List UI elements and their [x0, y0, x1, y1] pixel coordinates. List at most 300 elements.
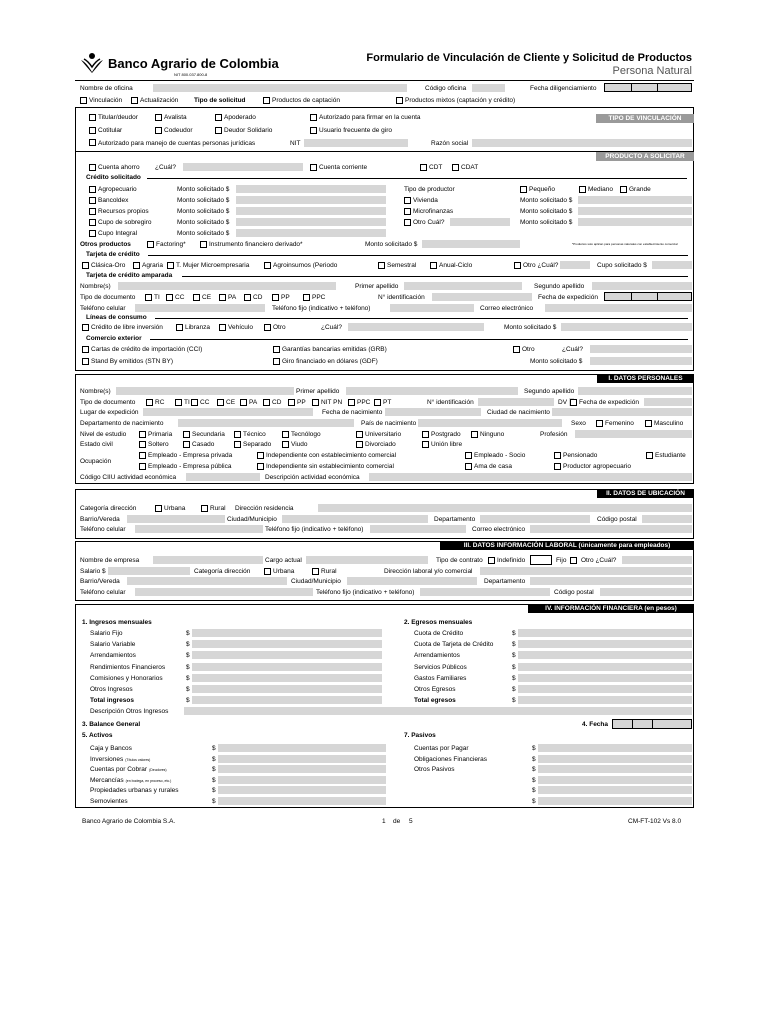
- monto-vivienda-label: Monto solicitado $: [520, 197, 573, 204]
- monto-integral-field[interactable]: [236, 229, 386, 237]
- avalista-checkbox[interactable]: [155, 114, 162, 121]
- activo-name: Inversiones: [90, 755, 124, 763]
- bancoldex-label: Bancoldex: [98, 197, 129, 204]
- instrumento-checkbox[interactable]: [200, 241, 207, 248]
- credito-solicitado-label: Crédito solicitado: [86, 174, 141, 181]
- codeudor-label: Codeudor: [164, 127, 193, 134]
- egreso-field[interactable]: [518, 674, 692, 682]
- otro-comercio-label: Otro: [522, 346, 535, 353]
- lab-postal-field[interactable]: [600, 588, 692, 596]
- lab-depto-field[interactable]: [530, 577, 692, 585]
- nivel-5-label: Postgrado: [431, 431, 461, 438]
- ubic-urbana-label: Urbana: [164, 505, 186, 512]
- recursos-propios-checkbox[interactable]: [89, 208, 96, 215]
- nivel-2-checkbox[interactable]: [234, 431, 241, 438]
- amparada-doc-ce-checkbox[interactable]: [193, 294, 200, 301]
- mediano-checkbox[interactable]: [579, 186, 586, 193]
- total-ingresos-label: Total ingresos: [90, 697, 134, 704]
- ubic-correo-field[interactable]: [530, 525, 692, 533]
- personal-doc-rc-label: RC: [155, 399, 165, 406]
- titular-checkbox[interactable]: [89, 114, 96, 121]
- grande-checkbox[interactable]: [620, 186, 627, 193]
- estado-civil-5-checkbox[interactable]: [422, 441, 429, 448]
- comercio-exterior-label: Comercio exterior: [86, 335, 142, 342]
- lab-fijo-field[interactable]: [420, 588, 550, 596]
- egreso-currency: $: [512, 674, 516, 682]
- egreso-field[interactable]: [518, 629, 692, 637]
- indefinido-box[interactable]: [530, 555, 552, 565]
- usuario-frecuente-checkbox[interactable]: [310, 127, 317, 134]
- consumo-divider: [155, 318, 688, 319]
- pasivo-currency: $: [532, 755, 536, 763]
- ubic-celular-label: Teléfono celular: [80, 526, 126, 533]
- giro-financiado-label: Giro financiado en dólares (GDF): [282, 358, 378, 365]
- estado-civil-0-checkbox[interactable]: [139, 441, 146, 448]
- activo-field[interactable]: [218, 755, 386, 763]
- cupo-integral-label: Cupo Integral: [98, 230, 138, 237]
- deudor-solidario-label: Deudor Solidario: [224, 127, 273, 134]
- office-code-label: Código oficina: [425, 85, 467, 92]
- egreso-label: Cuota de Crédito: [414, 630, 464, 637]
- ingreso-currency: $: [186, 630, 190, 637]
- egreso-label: Servicios Públicos: [414, 663, 467, 671]
- date-filled-field[interactable]: [604, 83, 692, 92]
- recursos-propios-label: Recursos propios: [98, 208, 149, 215]
- pasivo-currency: $: [532, 776, 536, 784]
- activo-name: Semovientes: [90, 798, 128, 805]
- autorizado-firmar-checkbox[interactable]: [310, 114, 317, 121]
- activo-note: (en bodega, en proceso, etc.): [125, 778, 172, 783]
- nivel-6-checkbox[interactable]: [471, 431, 478, 438]
- vehiculo-checkbox[interactable]: [219, 324, 226, 331]
- razon-social-field[interactable]: [472, 139, 692, 147]
- activo-label: [90, 766, 167, 774]
- monto-otros-field[interactable]: [422, 240, 520, 248]
- personal-primer-apellido-field[interactable]: [346, 387, 518, 395]
- otros-productos-label: Otros productos: [80, 241, 131, 248]
- autorizado-juridicas-label: Autorizado para manejo de cuentas personas jurídicas: [98, 140, 256, 147]
- direccion-laboral-field[interactable]: [480, 567, 692, 575]
- ciiu-field[interactable]: [186, 473, 260, 481]
- anual-ciclo-checkbox[interactable]: [430, 262, 437, 269]
- ocupacion-privada-label: Empleado - Empresa privada: [148, 452, 233, 459]
- personal-doc-cc-checkbox[interactable]: [191, 399, 198, 406]
- credito-divider: [147, 178, 687, 179]
- descripcion-otros-label: Descripción Otros Ingresos: [90, 708, 169, 715]
- nit-field[interactable]: [304, 139, 408, 147]
- activo-label: [90, 756, 150, 764]
- microfinanzas-checkbox[interactable]: [404, 208, 411, 215]
- otro-consumo-checkbox[interactable]: [264, 324, 271, 331]
- empresa-field[interactable]: [153, 556, 263, 564]
- personal-doc-pt-checkbox[interactable]: [374, 399, 381, 406]
- footer-code: CM-FT-102 Vs 8.0: [628, 818, 682, 825]
- monto-comercio-field[interactable]: [590, 357, 692, 365]
- deudor-solidario-checkbox[interactable]: [215, 127, 222, 134]
- ubic-urbana-checkbox[interactable]: [155, 505, 162, 512]
- monto-sobregiro-field[interactable]: [236, 218, 386, 226]
- indefinido-checkbox[interactable]: [488, 557, 495, 564]
- fecha-balance-label: 4. Fecha: [582, 721, 609, 728]
- personal-doc-nit-pn-label: NIT PN: [321, 399, 343, 406]
- cartas-credito-checkbox[interactable]: [82, 346, 89, 353]
- titular-label: Titular/deudor: [98, 114, 138, 121]
- ubic-postal-field[interactable]: [642, 515, 692, 523]
- office-name-field[interactable]: [153, 84, 407, 92]
- activo-name: Caja y Bancos: [90, 745, 132, 752]
- fecha-nac-field[interactable]: [385, 408, 481, 416]
- ocupacion-publica-checkbox[interactable]: [139, 463, 146, 470]
- t-mujer-checkbox[interactable]: [167, 262, 174, 269]
- monto-agropecuario-field[interactable]: [236, 185, 386, 193]
- monto-sobregiro-label: Monto solicitado $: [177, 219, 230, 226]
- tipo-vinculacion-header: TIPO DE VINCULACIÓN: [596, 114, 694, 123]
- estado-civil-3-checkbox[interactable]: [282, 441, 289, 448]
- nivel-0-checkbox[interactable]: [139, 431, 146, 438]
- ocupacion-ama-checkbox[interactable]: [465, 463, 472, 470]
- descripcion-actividad-field[interactable]: [369, 473, 692, 481]
- ubic-celular-field[interactable]: [135, 525, 263, 533]
- financiera-header: IV. INFORMACIÓN FINANCIERA (en pesos): [528, 604, 694, 613]
- amparada-fecha-exp-field[interactable]: [604, 292, 692, 301]
- agropecuario-checkbox[interactable]: [89, 186, 96, 193]
- lineas-consumo-label: Líneas de consumo: [86, 314, 147, 321]
- amparada-segundo-apellido-field[interactable]: [592, 282, 692, 290]
- factoring-checkbox[interactable]: [147, 241, 154, 248]
- cuenta-ahorro-cual-field[interactable]: [183, 163, 303, 171]
- pais-nac-label: País de nacimiento: [361, 420, 417, 427]
- autorizado-juridicas-checkbox[interactable]: [89, 139, 96, 146]
- agropecuario-label: Agropecuario: [98, 186, 137, 193]
- pasivo-field[interactable]: [538, 755, 692, 763]
- monto-microfinanzas-field[interactable]: [578, 207, 692, 215]
- profesion-field[interactable]: [575, 430, 692, 438]
- codeudor-checkbox[interactable]: [155, 127, 162, 134]
- pasivo-field[interactable]: [538, 744, 692, 752]
- nivel-1-checkbox[interactable]: [183, 431, 190, 438]
- ingreso-field[interactable]: [192, 640, 382, 648]
- estado-civil-0-label: Soltero: [148, 441, 169, 448]
- amparada-doc-ppc-checkbox[interactable]: [303, 294, 310, 301]
- depto-nac-label: Departamento de nacimiento: [80, 420, 164, 427]
- anual-ciclo-label: Anual-Ciclo: [439, 262, 473, 269]
- ingreso-field[interactable]: [192, 629, 382, 637]
- personal-doc-nit-pn-checkbox[interactable]: [312, 399, 319, 406]
- personal-doc-pa-checkbox[interactable]: [240, 399, 247, 406]
- ciudad-nac-field[interactable]: [552, 408, 692, 416]
- nivel-1-label: Secundaria: [192, 431, 225, 438]
- personal-nombres-field[interactable]: [116, 387, 294, 395]
- depto-nac-field[interactable]: [178, 419, 354, 427]
- footer-total: 5: [409, 818, 413, 825]
- cupo-integral-checkbox[interactable]: [89, 230, 96, 237]
- personal-doc-cc-label: CC: [200, 399, 210, 406]
- monto-otro-field[interactable]: [578, 218, 692, 226]
- direccion-residencia-field[interactable]: [318, 504, 692, 512]
- monto-recursos-field[interactable]: [236, 207, 386, 215]
- otro-tarjeta-field[interactable]: [560, 261, 590, 269]
- otro-credito-field[interactable]: [450, 218, 510, 226]
- amparada-doc-cd-checkbox[interactable]: [244, 294, 251, 301]
- monto-consumo-field[interactable]: [561, 323, 692, 331]
- pasivo-field[interactable]: [538, 786, 692, 794]
- ingreso-field[interactable]: [192, 685, 382, 693]
- pequeno-checkbox[interactable]: [520, 186, 527, 193]
- egreso-currency: $: [512, 630, 516, 637]
- amparada-divider: [182, 276, 688, 277]
- agroinsumos-checkbox[interactable]: [264, 262, 271, 269]
- activo-field[interactable]: [218, 744, 386, 752]
- amparada-doc-ti-checkbox[interactable]: [145, 294, 152, 301]
- femenino-label: Femenino: [605, 420, 634, 427]
- pais-nac-field[interactable]: [418, 419, 562, 427]
- cuenta-corriente-checkbox[interactable]: [310, 164, 317, 171]
- ubic-depto-field[interactable]: [480, 515, 590, 523]
- activo-field[interactable]: [218, 786, 386, 794]
- garantias-label: Garantías bancarias emitidas (GRB): [282, 346, 387, 353]
- cupo-sobregiro-checkbox[interactable]: [89, 219, 96, 226]
- factoring-label: Factoring*: [156, 241, 186, 248]
- estado-civil-3-label: Viudo: [291, 441, 308, 448]
- ingreso-field[interactable]: [192, 651, 382, 659]
- monto-vivienda-field[interactable]: [578, 196, 692, 204]
- producto-header: PRODUCTO A SOLICITAR: [596, 152, 694, 161]
- personal-n-id-label: N° identificación: [427, 399, 474, 406]
- lab-urbana-label: Urbana: [273, 568, 295, 575]
- total-ingresos-field[interactable]: [192, 696, 382, 704]
- amparada-doc-cc-checkbox[interactable]: [166, 294, 173, 301]
- pasivo-label: Obligaciones Financieras: [414, 755, 487, 763]
- amparada-primer-apellido-label: Primer apellido: [355, 283, 399, 290]
- cartas-credito-label: Cartas de crédito de importación (CCI): [91, 346, 203, 353]
- salario-field[interactable]: [108, 567, 190, 575]
- lab-rural-checkbox[interactable]: [312, 568, 319, 575]
- ubic-barrio-field[interactable]: [127, 515, 225, 523]
- personal-fecha-exp-field[interactable]: [644, 398, 692, 406]
- pasivo-currency: $: [532, 766, 536, 774]
- personal-segundo-apellido-field[interactable]: [578, 387, 692, 395]
- lugar-exp-field[interactable]: [143, 408, 313, 416]
- usuario-frecuente-label: Usuario frecuente de giro: [319, 127, 392, 134]
- descripcion-otros-field[interactable]: [184, 707, 692, 715]
- credito-libre-checkbox[interactable]: [82, 324, 89, 331]
- otros-productos-note: *Productos solo aplican para personas naturales con establecimiento comercial: [572, 242, 678, 246]
- vehiculo-label: Vehículo: [228, 324, 253, 331]
- estado-civil-1-checkbox[interactable]: [183, 441, 190, 448]
- activo-currency: $: [212, 776, 216, 784]
- monto-otros-label: Monto solicitado $: [365, 241, 418, 248]
- ocupacion-pensionado-label: Pensionado: [563, 452, 598, 459]
- personal-n-id-field[interactable]: [478, 398, 554, 406]
- salario-label: Salario $: [80, 568, 106, 575]
- amparada-doc-pp-label: PP: [281, 294, 290, 301]
- nivel-3-checkbox[interactable]: [282, 431, 289, 438]
- amparada-fijo-field[interactable]: [390, 304, 474, 312]
- tarjeta-amparada-label: Tarjeta de crédito amparada: [86, 272, 173, 279]
- cotitular-checkbox[interactable]: [89, 127, 96, 134]
- activos-title: 5. Activos: [82, 732, 113, 739]
- ingreso-currency: $: [186, 663, 190, 671]
- vivienda-checkbox[interactable]: [404, 197, 411, 204]
- credito-libre-label: Crédito de libre inversión: [91, 324, 163, 331]
- activo-field[interactable]: [218, 765, 386, 773]
- activo-label: [90, 777, 171, 785]
- lab-barrio-label: Barrio/Vereda: [80, 578, 120, 585]
- amparada-n-id-field[interactable]: [432, 293, 532, 301]
- pasivo-field[interactable]: [538, 765, 692, 773]
- productos-captacion-checkbox[interactable]: [263, 97, 270, 104]
- nit-label: NIT: [290, 140, 301, 147]
- standby-checkbox[interactable]: [82, 358, 89, 365]
- ingreso-label: Arrendamientos: [90, 652, 136, 660]
- office-code-field[interactable]: [472, 84, 505, 92]
- masculino-checkbox[interactable]: [645, 420, 652, 427]
- semestral-checkbox[interactable]: [378, 262, 385, 269]
- otro-tarjeta-checkbox[interactable]: [514, 262, 521, 269]
- nivel-5-checkbox[interactable]: [422, 431, 429, 438]
- ubic-ciudad-field[interactable]: [282, 515, 428, 523]
- personal-doc-rc-checkbox[interactable]: [146, 399, 153, 406]
- lab-celular-field[interactable]: [135, 588, 313, 596]
- otro-credito-checkbox[interactable]: [404, 219, 411, 226]
- cuenta-ahorro-cual-label: ¿Cuál?: [155, 164, 176, 171]
- estado-civil-2-checkbox[interactable]: [234, 441, 241, 448]
- ocupacion-socio-checkbox[interactable]: [465, 452, 472, 459]
- otro-contrato-field[interactable]: [622, 556, 692, 564]
- ubic-correo-label: Correo electrónico: [472, 526, 526, 533]
- personal-doc-pp-checkbox[interactable]: [288, 399, 295, 406]
- pasivo-currency: $: [532, 787, 536, 795]
- egreso-field[interactable]: [518, 640, 692, 648]
- garantias-checkbox[interactable]: [273, 346, 280, 353]
- monto-agropecuario-label: Monto solicitado $: [177, 186, 230, 193]
- vinculacion-label: Vinculación: [89, 97, 123, 104]
- activo-label: [90, 787, 181, 795]
- monto-integral-label: Monto solicitado $: [177, 230, 230, 237]
- cupo-solicitado-label: Cupo solicitado $: [597, 262, 647, 269]
- ocupacion-estudiante-checkbox[interactable]: [646, 452, 653, 459]
- fecha-balance-field[interactable]: [612, 719, 692, 729]
- bank-nit: NIT 800.037.800-8: [174, 72, 208, 77]
- date-filled-label: Fecha diligenciamiento: [530, 85, 597, 92]
- activo-field[interactable]: [218, 797, 386, 805]
- femenino-checkbox[interactable]: [596, 420, 603, 427]
- lab-ciudad-field[interactable]: [347, 577, 477, 585]
- personal-doc-cd-checkbox[interactable]: [263, 399, 270, 406]
- monto-microfinanzas-label: Monto solicitado $: [520, 208, 573, 215]
- agroinsumos-label: Agroinsumos (Periodo: [273, 262, 338, 269]
- ocupacion-label: Ocupación: [80, 458, 112, 465]
- cuenta-ahorro-checkbox[interactable]: [89, 164, 96, 171]
- ocupacion-pensionado-checkbox[interactable]: [554, 452, 561, 459]
- pasivo-field[interactable]: [538, 797, 692, 805]
- nivel-6-label: Ninguno: [480, 431, 505, 438]
- lab-barrio-field[interactable]: [127, 577, 287, 585]
- clasica-oro-label: Clásica-Oro: [91, 262, 126, 269]
- otro-consumo-cual-field[interactable]: [348, 323, 484, 331]
- footer-bank: Banco Agrario de Colombia S.A.: [82, 818, 176, 825]
- semestral-label: Semestral: [387, 262, 417, 269]
- egreso-field[interactable]: [518, 685, 692, 693]
- nivel-4-checkbox[interactable]: [356, 431, 363, 438]
- form-title: Formulario de Vinculación de Cliente y Solicitud de Productos: [366, 52, 692, 64]
- amparada-nombres-field[interactable]: [118, 282, 336, 290]
- personal-doc-ppc-checkbox[interactable]: [348, 399, 355, 406]
- ocupacion-productor-label: Productor agropecuario: [563, 463, 631, 470]
- personal-doc-pt-label: PT: [383, 399, 392, 406]
- fijo-label: Fijo: [556, 557, 567, 564]
- libranza-checkbox[interactable]: [176, 324, 183, 331]
- lab-urbana-checkbox[interactable]: [264, 568, 271, 575]
- otro-comercio-checkbox[interactable]: [513, 346, 520, 353]
- ocupacion-privada-checkbox[interactable]: [139, 452, 146, 459]
- cdt-checkbox[interactable]: [420, 164, 427, 171]
- activo-note: (Deudores): [149, 768, 167, 773]
- total-egresos-field[interactable]: [518, 696, 692, 704]
- vinculacion-checkbox[interactable]: [80, 97, 87, 104]
- office-name-label: Nombre de oficina: [80, 85, 133, 92]
- ocupacion-indep-sin-checkbox[interactable]: [257, 463, 264, 470]
- amparada-celular-field[interactable]: [135, 304, 265, 312]
- personal-doc-ti-checkbox[interactable]: [175, 399, 182, 406]
- monto-bancoldex-field[interactable]: [236, 196, 386, 204]
- bancoldex-checkbox[interactable]: [89, 197, 96, 204]
- cargo-field[interactable]: [306, 556, 428, 564]
- ocupacion-indep-con-checkbox[interactable]: [257, 452, 264, 459]
- ubic-rural-checkbox[interactable]: [201, 505, 208, 512]
- amparada-primer-apellido-field[interactable]: [404, 282, 522, 290]
- footer-de: de: [393, 818, 401, 825]
- amparada-doc-pa-checkbox[interactable]: [219, 294, 226, 301]
- ingreso-field[interactable]: [192, 663, 382, 671]
- personal-doc-ce-checkbox[interactable]: [217, 399, 224, 406]
- amparada-correo-field[interactable]: [545, 304, 692, 312]
- personal-primer-apellido-label: Primer apellido: [296, 388, 340, 395]
- monto-bancoldex-label: Monto solicitado $: [177, 197, 230, 204]
- lab-postal-label: Código postal: [554, 589, 594, 596]
- giro-financiado-checkbox[interactable]: [273, 358, 280, 365]
- amparada-correo-label: Correo electrónico: [480, 305, 534, 312]
- amparada-doc-pa-label: PA: [228, 294, 237, 301]
- egreso-field[interactable]: [518, 663, 692, 671]
- amparada-celular-label: Teléfono celular: [80, 305, 126, 312]
- clasica-oro-checkbox[interactable]: [82, 262, 89, 269]
- pasivo-field[interactable]: [538, 776, 692, 784]
- ubic-fijo-field[interactable]: [370, 525, 466, 533]
- lab-rural-label: Rural: [321, 568, 337, 575]
- categoria-direccion-label: Categoría dirección: [80, 505, 137, 512]
- estado-civil-4-checkbox[interactable]: [356, 441, 363, 448]
- agraria-checkbox[interactable]: [133, 262, 140, 269]
- pasivos-title: 7. Pasivos: [404, 732, 436, 739]
- egreso-field[interactable]: [518, 651, 692, 659]
- lugar-exp-label: Lugar de expedición: [80, 409, 139, 416]
- actualizacion-checkbox[interactable]: [131, 97, 138, 104]
- fijo-checkbox[interactable]: [570, 557, 577, 564]
- ingreso-field[interactable]: [192, 674, 382, 682]
- amparada-doc-pp-checkbox[interactable]: [272, 294, 279, 301]
- ocupacion-productor-checkbox[interactable]: [554, 463, 561, 470]
- lab-depto-label: Departamento: [484, 578, 526, 585]
- cdat-checkbox[interactable]: [452, 164, 459, 171]
- otro-comercio-cual-field[interactable]: [590, 345, 692, 353]
- cupo-solicitado-field[interactable]: [652, 261, 692, 269]
- personal-doc-pp-label: PP: [297, 399, 306, 406]
- apoderado-checkbox[interactable]: [215, 114, 222, 121]
- activo-field[interactable]: [218, 776, 386, 784]
- productos-mixtos-checkbox[interactable]: [396, 97, 403, 104]
- fecha-exp-checkbox[interactable]: [570, 399, 577, 406]
